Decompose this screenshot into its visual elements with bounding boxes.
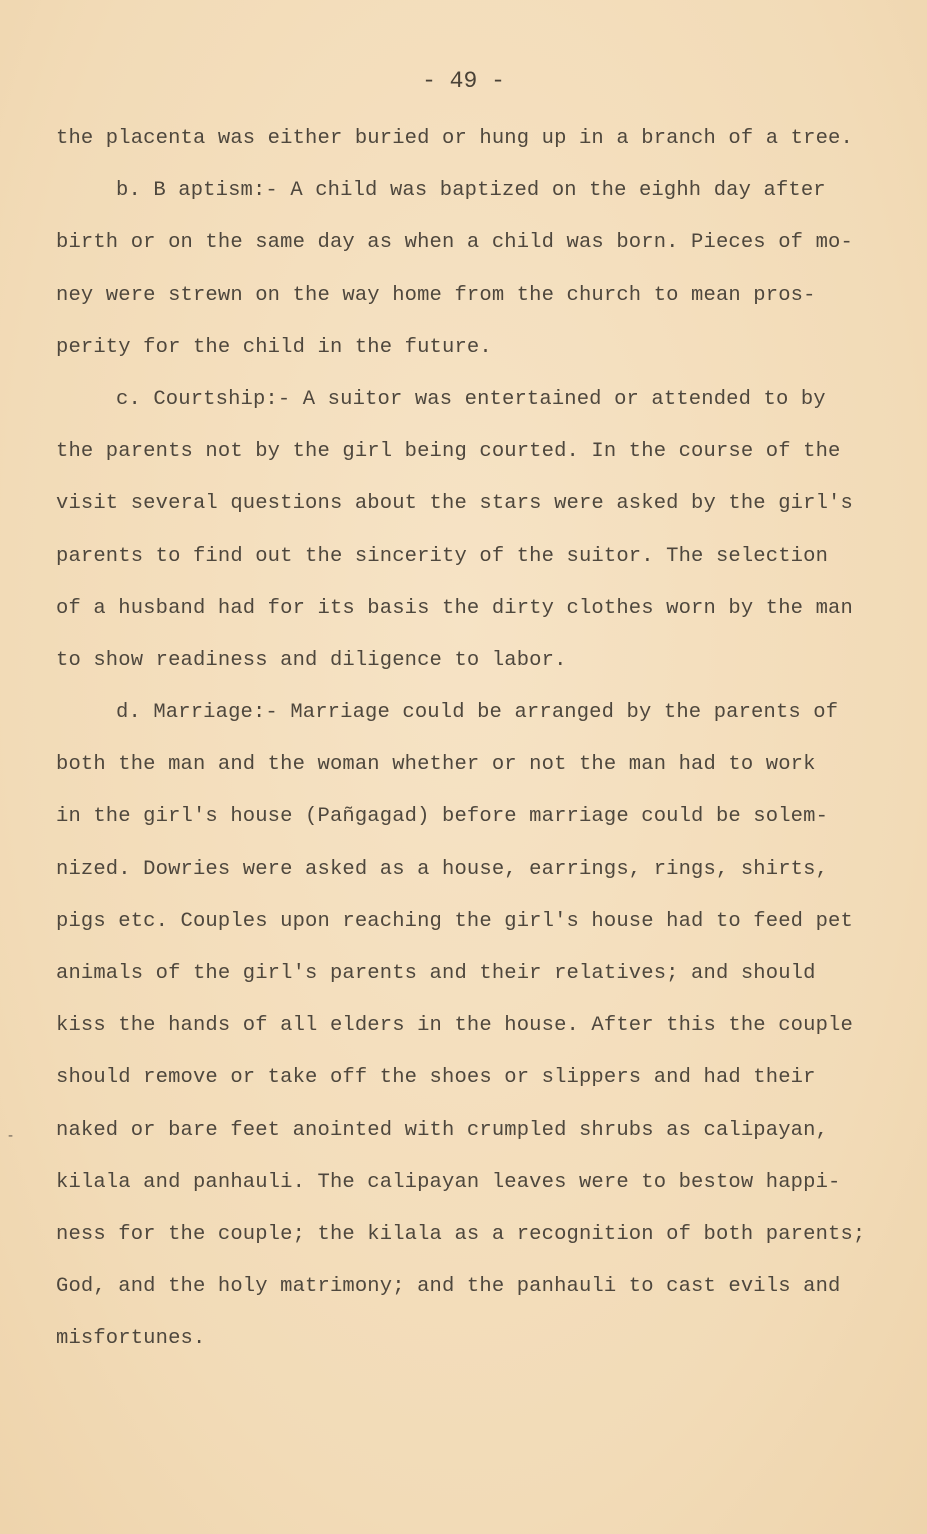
text-line: visit several questions about the stars were asked by the girl's	[56, 492, 853, 516]
text-line: c. Courtship:- A suitor was entertained or attended to by	[116, 387, 826, 411]
margin-mark: -	[8, 1128, 14, 1144]
text-line: parents to find out the sincerity of the suitor. The selection	[56, 544, 829, 568]
text-line: birth or on the same day as when a child was born. Pieces of mo-	[56, 231, 853, 255]
text-line: of a husband had for its basis the dirty clothes worn by the man	[56, 596, 853, 620]
text-line: ness for the couple; the kilala as a recognition of both parents;	[56, 1222, 866, 1246]
text-line: animals of the girl's parents and their relatives; and should	[56, 962, 816, 985]
text-line: d. Marriage:- Marriage could be arranged by the parents of	[116, 701, 839, 725]
text-line: kiss the hands of all elders in the house. After this the couple	[56, 1014, 853, 1038]
text-line: ney were strewn on the way home from the church to mean pros-	[56, 283, 816, 307]
text-line: both the man and the woman whether or not the man had to work	[56, 753, 816, 777]
text-line: perity for the child in the future.	[56, 335, 492, 359]
page-number: - 49 -	[422, 68, 505, 94]
text-line: should remove or take off the shoes or slippers and had their	[56, 1066, 816, 1090]
text-line: b. B aptism:- A child was baptized on the eighh day after	[116, 179, 826, 203]
text-line: kilala and panhauli. The calipayan leaves were to bestow happi-	[56, 1170, 841, 1194]
body-text	[56, 113, 876, 1366]
text-line: the placenta was either buried or hung up in a branch of a tree.	[56, 127, 853, 150]
text-line: the parents not by the girl being courted. In the course of the	[56, 440, 841, 464]
text-line: naked or bare feet anointed with crumpled shrubs as calipayan,	[56, 1118, 829, 1142]
text-line: nized. Dowries were asked as a house, earrings, rings, shirts,	[56, 857, 829, 881]
text-line: pigs etc. Couples upon reaching the girl's house had to feed pet	[56, 909, 853, 933]
text-line: God, and the holy matrimony; and the panhauli to cast evils and	[56, 1275, 841, 1299]
text-line: to show readiness and diligence to labor.	[56, 648, 567, 672]
text-line: misfortunes.	[56, 1327, 206, 1351]
text-line: in the girl's house (Pañgagad) before marriage could be solem-	[56, 805, 829, 829]
